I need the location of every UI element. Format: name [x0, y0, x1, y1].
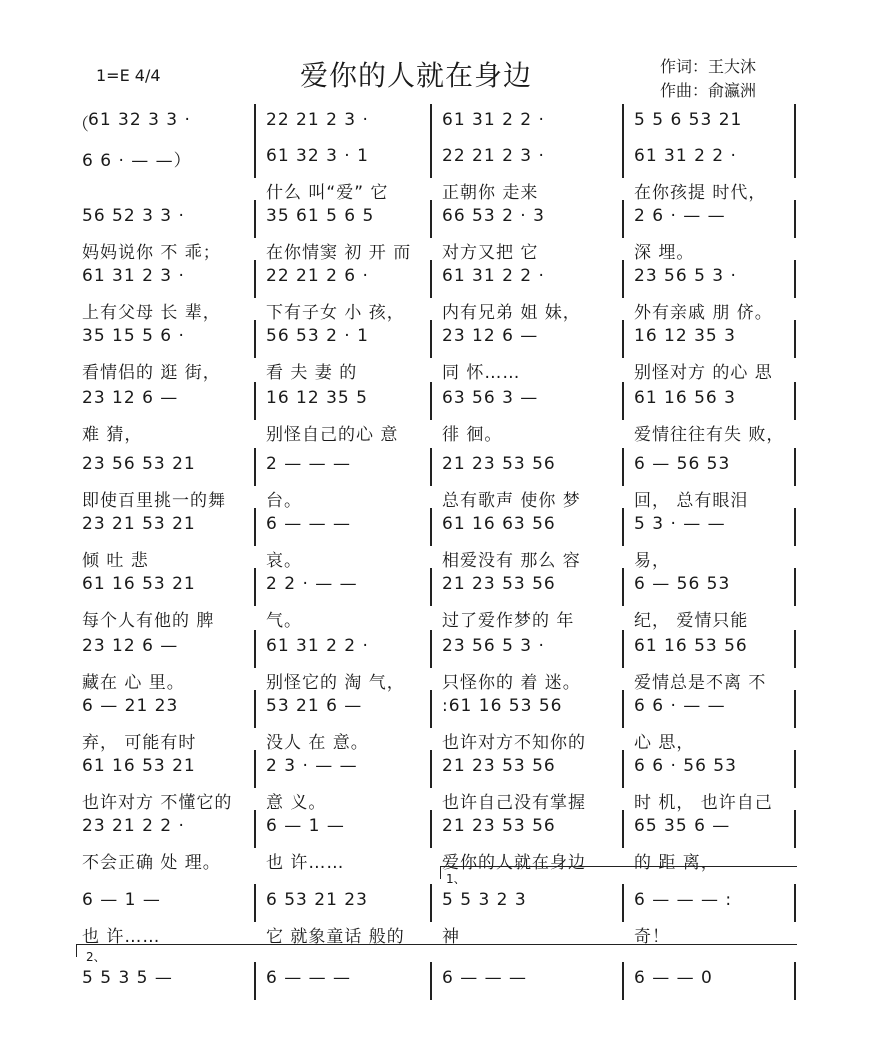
measure-lyrics: 倾 吐 悲	[82, 551, 149, 571]
measure-lyrics: 相爱没有 那么 容	[442, 551, 581, 571]
measure-notes: 6 — 56 53	[634, 454, 731, 474]
score-row	[72, 568, 802, 631]
bar-line	[254, 200, 256, 238]
measure-notes: 23 56 53 21	[82, 454, 196, 474]
score-row	[72, 200, 802, 263]
bar-line	[794, 810, 796, 848]
measure-lyrics: 不会正确 处 理。	[82, 853, 221, 873]
bar-line	[794, 382, 796, 420]
measure-lyrics: 在你孩提 时代，	[634, 183, 767, 203]
measure-notes: 23 12 6 —	[82, 636, 179, 656]
bar-line	[254, 962, 256, 1000]
bar-line	[794, 260, 796, 298]
bar-line	[254, 508, 256, 546]
key-signature: 1=E 4/4	[96, 66, 161, 85]
measure-notes: 61 31 2 3 ·	[82, 266, 185, 286]
bar-line	[254, 568, 256, 606]
bar-line	[622, 320, 624, 358]
measure-notes: 5 5 3 2 3	[442, 890, 527, 910]
measure-notes: 21 23 53 56	[442, 816, 556, 836]
bar-line	[622, 508, 624, 546]
bar-line	[794, 962, 796, 1000]
measure-notes: 61 32 3 3 ·	[88, 110, 191, 130]
measure-notes: 6 — 1 —	[266, 816, 345, 836]
bar-line	[622, 568, 624, 606]
measure-lyrics: 在你情窦 初 开 而	[266, 243, 412, 263]
score-row	[72, 448, 802, 511]
measure-lyrics: 下有子女 小 孩，	[266, 303, 405, 323]
measure-lyrics: 奇！	[634, 927, 670, 947]
measure-notes: 6 — 56 53	[634, 574, 731, 594]
score-row	[72, 630, 802, 693]
measure-lyrics: 也许自己没有掌握	[442, 793, 586, 813]
bar-line	[430, 448, 432, 486]
bar-line	[794, 320, 796, 358]
measure-notes: 61 31 2 2 ·	[442, 266, 545, 286]
bar-line	[430, 884, 432, 922]
bar-line	[254, 690, 256, 728]
bar-line	[430, 810, 432, 848]
measure-lyrics: 别怪对方 的心 思	[634, 363, 773, 383]
bar-line	[430, 200, 432, 238]
measure-lyrics: 内有兄弟 姐 妹，	[442, 303, 581, 323]
measure-notes: 2 — — —	[266, 454, 352, 474]
bar-line	[430, 260, 432, 298]
measure-notes: 23 21 2 2 ·	[82, 816, 185, 836]
score-row	[72, 750, 802, 813]
measure-lyrics: 也许对方不知你的	[442, 733, 586, 753]
measure-lyrics: 什么 叫“爱” 它	[266, 183, 389, 203]
measure-lyrics: 只怪你的 着 迷。	[442, 673, 581, 693]
bar-line	[794, 448, 796, 486]
measure-notes: 35 15 5 6 ·	[82, 326, 185, 346]
measure-lyrics: 弃， 可能有时	[82, 733, 197, 753]
bar-line	[254, 750, 256, 788]
measure-notes: 23 21 53 21	[82, 514, 196, 534]
measure-lyrics: 藏在 心 里。	[82, 673, 185, 693]
measure-notes: 61 31 2 2 ·	[442, 110, 545, 130]
measure-lyrics: 妈妈说你 不 乖；	[82, 243, 221, 263]
bar-line	[430, 104, 432, 142]
measure-notes: 56 52 3 3 ·	[82, 206, 185, 226]
measure-notes: 6 — 21 23	[82, 696, 179, 716]
score-row	[72, 382, 802, 445]
measure-notes: 6 6 · — —	[634, 696, 726, 716]
measure-notes: 22 21 2 6 ·	[266, 266, 369, 286]
measure-lyrics: 意 义。	[266, 793, 327, 813]
measure-lyrics: 别怪它的 淘 气，	[266, 673, 405, 693]
measure-notes: 21 23 53 56	[442, 574, 556, 594]
bar-line	[254, 884, 256, 922]
score-row	[72, 810, 802, 873]
measure-lyrics: 上有父母 长 辈，	[82, 303, 221, 323]
measure-notes: 2 3 · — —	[266, 756, 358, 776]
measure-lyrics: 的 距 离，	[634, 853, 719, 873]
bar-line	[794, 690, 796, 728]
bar-line	[254, 448, 256, 486]
measure-lyrics: 对方又把 它	[442, 243, 539, 263]
bar-line	[794, 104, 796, 142]
song-title: 爱你的人就在身边	[300, 59, 533, 92]
measure-notes: 22 21 2 3 ·	[442, 146, 545, 166]
measure-notes: 53 21 6 —	[266, 696, 363, 716]
bar-line	[430, 750, 432, 788]
measure-notes: 2 6 · — —	[634, 206, 726, 226]
measure-notes: 16 12 35 5	[266, 388, 368, 408]
bar-line	[622, 962, 624, 1000]
measure-lyrics: 爱你的人就在身边	[442, 853, 586, 873]
bar-line	[430, 140, 432, 178]
bar-line	[622, 630, 624, 668]
measure-notes: 21 23 53 56	[442, 756, 556, 776]
bar-line	[430, 630, 432, 668]
score-row	[72, 508, 802, 571]
measure-lyrics: 每个人有他的 脾	[82, 611, 215, 631]
measure-notes: 5 5 3 5 —	[82, 968, 173, 988]
bar-line	[622, 104, 624, 142]
measure-notes: 16 12 35 3	[634, 326, 736, 346]
measure-lyrics: 看情侣的 逛 街，	[82, 363, 221, 383]
bar-line	[622, 140, 624, 178]
measure-lyrics: 看 夫 妻 的	[266, 363, 358, 383]
score-row	[72, 140, 802, 203]
bar-line	[794, 140, 796, 178]
bar-line	[430, 382, 432, 420]
measure-notes: 6 6 · 56 53	[634, 756, 737, 776]
score-row	[72, 884, 802, 947]
measure-notes: 6 6 · — —）	[82, 151, 192, 171]
measure-lyrics: 也许对方 不懂它的	[82, 793, 233, 813]
measure-notes: 6 — — — :	[634, 890, 733, 910]
measure-lyrics: 正朝你 走来	[442, 183, 539, 203]
bar-line	[622, 382, 624, 420]
measure-notes: 5 5 6 53 21	[634, 110, 743, 130]
composer-credit: 作曲：俞瀛洲	[660, 81, 757, 100]
measure-lyrics: 气。	[266, 611, 302, 631]
measure-notes: 66 53 2 · 3	[442, 206, 545, 226]
bar-line	[430, 508, 432, 546]
measure-notes: 61 31 2 2 ·	[266, 636, 369, 656]
measure-notes: 61 16 56 3	[634, 388, 736, 408]
measure-notes: 61 16 63 56	[442, 514, 556, 534]
lyricist-credit: 作词：王大沐	[660, 57, 757, 76]
bar-line	[794, 750, 796, 788]
measure-lyrics: 即使百里挑一的舞	[82, 491, 226, 511]
measure-notes: 61 32 3 · 1	[266, 146, 369, 166]
bar-line	[622, 448, 624, 486]
measure-lyrics: 外有亲戚 朋 侪。	[634, 303, 773, 323]
bar-line	[430, 568, 432, 606]
bar-line	[254, 140, 256, 178]
measure-lyrics: 别怪自己的心 意	[266, 425, 399, 445]
bar-line	[254, 260, 256, 298]
measure-lyrics: 过了爱作梦的 年	[442, 611, 575, 631]
measure-notes: 22 21 2 3 ·	[266, 110, 369, 130]
volta-first-bracket	[440, 866, 797, 879]
bar-line	[622, 810, 624, 848]
measure-notes: 6 — — —	[442, 968, 528, 988]
measure-notes: 23 56 5 3 ·	[442, 636, 545, 656]
measure-notes: 65 35 6 —	[634, 816, 731, 836]
bar-line	[622, 200, 624, 238]
measure-notes: 35 61 5 6 5	[266, 206, 375, 226]
bar-line	[254, 810, 256, 848]
bar-line	[794, 568, 796, 606]
measure-notes: 21 23 53 56	[442, 454, 556, 474]
volta-second-label: 2、	[86, 950, 106, 964]
score-row	[72, 690, 802, 753]
bar-line	[254, 320, 256, 358]
measure-notes: 6 — 1 —	[82, 890, 161, 910]
measure-notes: 6 — — —	[266, 514, 352, 534]
measure-notes: 61 31 2 2 ·	[634, 146, 737, 166]
bar-line	[430, 962, 432, 1000]
measure-notes: 56 53 2 · 1	[266, 326, 369, 346]
measure-lyrics: 难 猜，	[82, 425, 143, 445]
measure-notes: 61 16 53 21	[82, 756, 196, 776]
bar-line	[430, 690, 432, 728]
row-lead-paren: （	[72, 115, 89, 135]
bar-line	[622, 260, 624, 298]
measure-lyrics: 也 许……	[82, 927, 161, 947]
measure-lyrics: 台。	[266, 491, 302, 511]
volta-second-bracket	[76, 944, 797, 957]
measure-lyrics: 它 就象童话 般的	[266, 927, 405, 947]
measure-lyrics: 也 许……	[266, 853, 345, 873]
bar-line	[794, 508, 796, 546]
score-row	[72, 260, 802, 323]
measure-notes: 61 16 53 21	[82, 574, 196, 594]
bar-line	[794, 630, 796, 668]
measure-lyrics: 哀。	[266, 551, 302, 571]
measure-lyrics: 心 思，	[634, 733, 695, 753]
measure-notes: 63 56 3 —	[442, 388, 539, 408]
measure-notes: 23 12 6 —	[442, 326, 539, 346]
measure-lyrics: 总有歌声 使你 梦	[442, 491, 581, 511]
measure-lyrics: 徘 徊。	[442, 425, 503, 445]
bar-line	[794, 200, 796, 238]
measure-lyrics: 没人 在 意。	[266, 733, 369, 753]
measure-notes: 6 53 21 23	[266, 890, 368, 910]
bar-line	[622, 884, 624, 922]
measure-lyrics: 易，	[634, 551, 670, 571]
bar-line	[254, 630, 256, 668]
measure-lyrics: 纪， 爱情只能	[634, 611, 749, 631]
measure-notes: 5 3 · — —	[634, 514, 726, 534]
bar-line	[254, 382, 256, 420]
measure-notes: 2 2 · — —	[266, 574, 358, 594]
volta-first-label: 1、	[446, 872, 466, 886]
measure-notes: 6 — — —	[266, 968, 352, 988]
score-row	[72, 962, 802, 1022]
measure-notes: 61 16 53 56	[634, 636, 748, 656]
measure-lyrics: 同 怀……	[442, 363, 521, 383]
measure-notes: :61 16 53 56	[442, 696, 563, 716]
measure-lyrics: 时 机， 也许自己	[634, 793, 773, 813]
bar-line	[254, 104, 256, 142]
measure-lyrics: 回， 总有眼泪	[634, 491, 749, 511]
measure-notes: 23 12 6 —	[82, 388, 179, 408]
measure-lyrics: 爱情总是不离 不	[634, 673, 767, 693]
measure-notes: 23 56 5 3 ·	[634, 266, 737, 286]
measure-lyrics: 爱情往往有失 败，	[634, 425, 785, 445]
bar-line	[622, 690, 624, 728]
measure-lyrics: 深 埋。	[634, 243, 695, 263]
bar-line	[794, 884, 796, 922]
measure-lyrics: 神	[442, 927, 460, 947]
measure-notes: 6 — — 0	[634, 968, 713, 988]
bar-line	[622, 750, 624, 788]
score-row	[72, 320, 802, 383]
bar-line	[430, 320, 432, 358]
